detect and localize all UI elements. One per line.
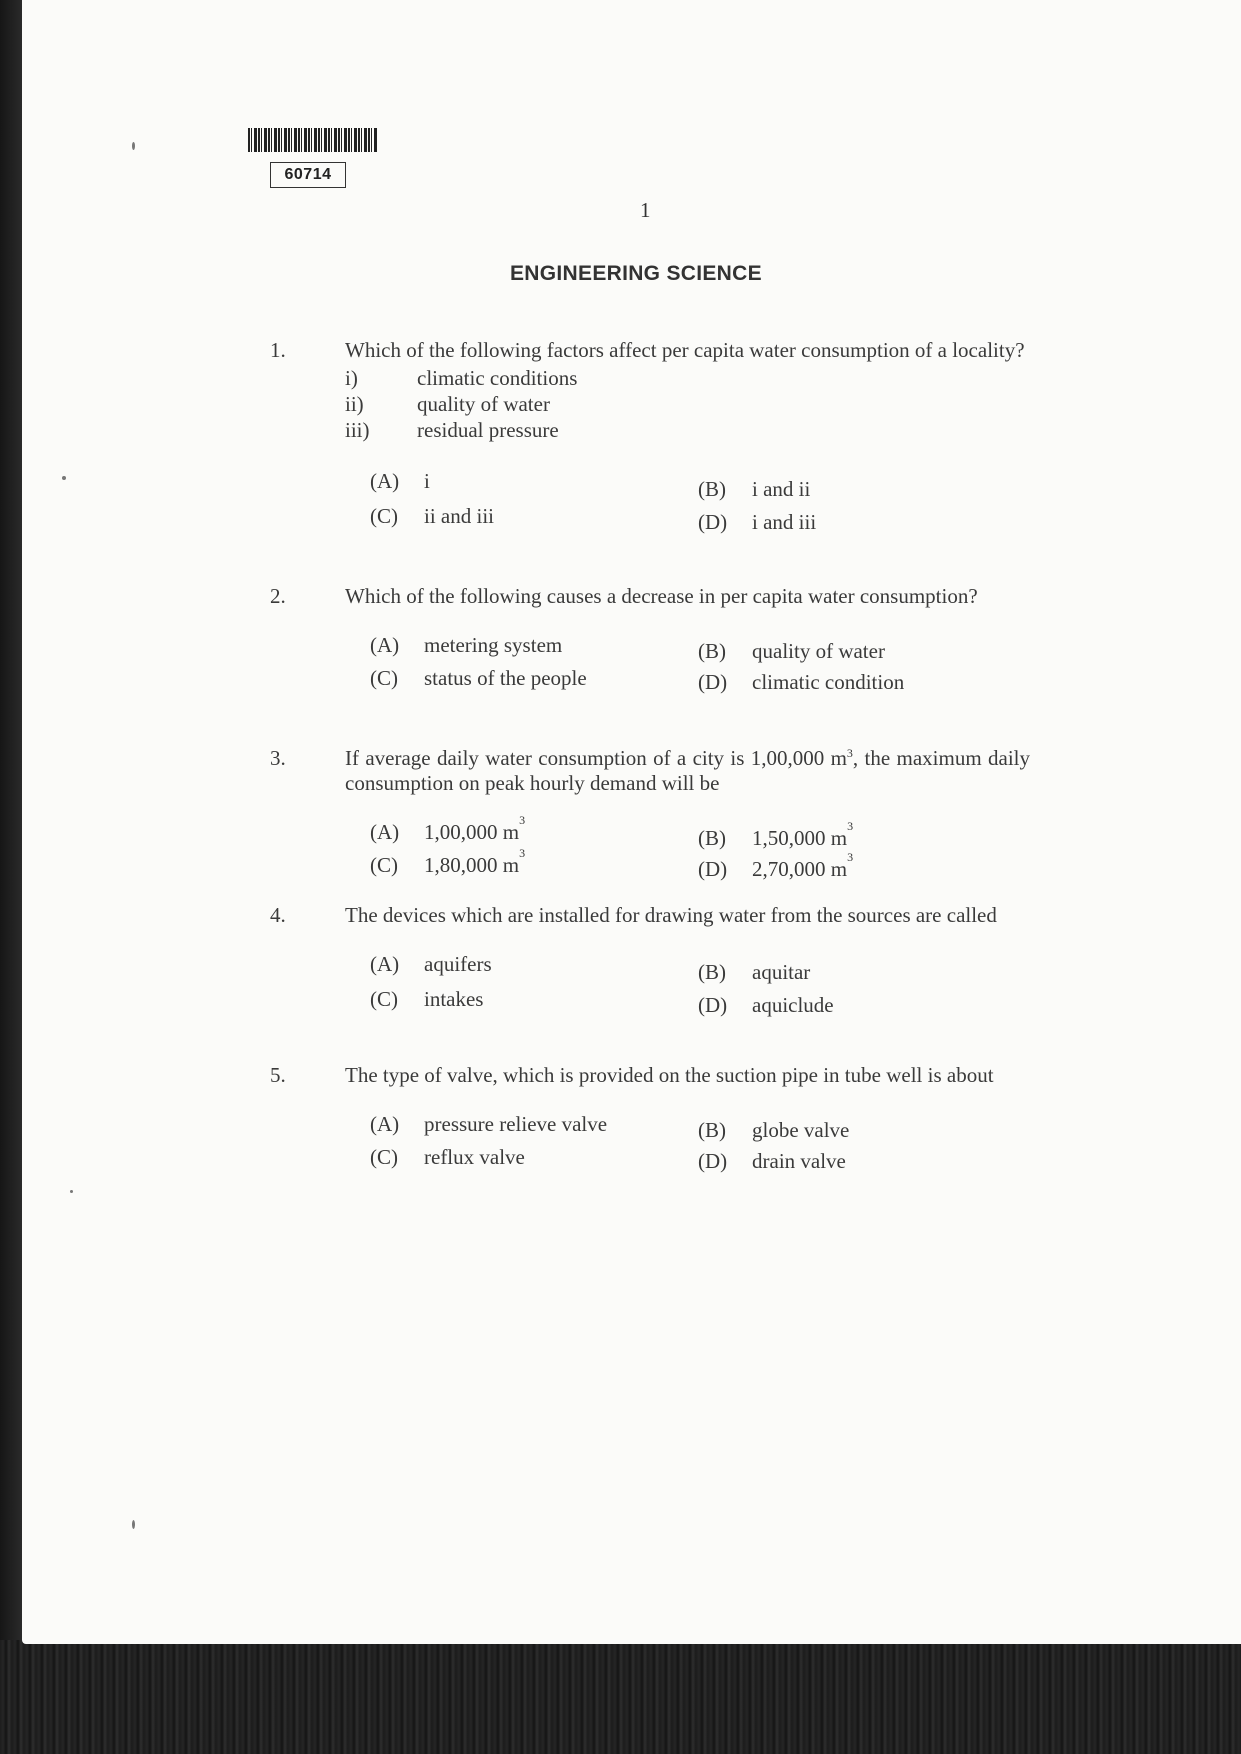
question-text-part: If average daily water consumption of a city is 1,00,000 m xyxy=(345,746,847,770)
question-number: 1. xyxy=(270,338,286,362)
option-d xyxy=(698,993,998,1018)
option-c xyxy=(370,666,698,695)
option-b xyxy=(698,960,998,985)
question-text: The type of valve, which is provided on the suction pipe in tube well is about xyxy=(345,1063,994,1087)
option-letter: (A) xyxy=(370,633,400,657)
option-letter: (B) xyxy=(698,960,726,984)
option-text: quality of water xyxy=(752,639,885,663)
option-d xyxy=(698,1149,998,1174)
question-number: 2. xyxy=(270,584,286,608)
answer-options xyxy=(370,952,1030,1018)
page-number: 1 xyxy=(640,198,651,222)
item-text: residual pressure xyxy=(417,418,559,442)
option-text: ii and iii xyxy=(424,504,494,528)
superscript: 3 xyxy=(519,846,526,860)
question-2 xyxy=(250,584,1030,695)
list-item xyxy=(345,365,1030,391)
option-c xyxy=(370,1145,698,1174)
question-1 xyxy=(250,338,1030,535)
option-letter: (B) xyxy=(698,477,726,501)
question-text xyxy=(345,746,1030,796)
option-text: reflux valve xyxy=(424,1145,525,1169)
option-d xyxy=(698,670,998,695)
question-number: 4. xyxy=(270,903,286,927)
option-text: i and ii xyxy=(752,477,811,501)
option-text: i xyxy=(424,469,430,493)
list-item xyxy=(345,391,1030,417)
item-numeral: iii) xyxy=(345,418,370,442)
option-text: 1,80,000 m xyxy=(424,853,520,877)
option-text: climatic condition xyxy=(752,670,905,694)
option-letter: (C) xyxy=(370,987,398,1011)
question-text: Which of the following factors affect per capita water consumption of a locality? xyxy=(345,338,1025,362)
option-letter: (A) xyxy=(370,469,400,493)
option-text: aquitar xyxy=(752,960,811,984)
question-4 xyxy=(250,903,1030,1018)
option-letter: (C) xyxy=(370,1145,398,1169)
answer-options xyxy=(370,633,1030,695)
superscript: 3 xyxy=(847,819,854,833)
superscript: 3 xyxy=(846,746,853,760)
scan-edge-left xyxy=(0,0,22,1754)
question-items xyxy=(345,365,1030,443)
option-text: aquifers xyxy=(424,952,492,976)
question-3 xyxy=(250,746,1030,882)
scan-edge-bottom xyxy=(0,1640,1241,1754)
option-c xyxy=(370,504,698,535)
option-b xyxy=(698,819,998,851)
item-numeral: i) xyxy=(345,366,358,390)
option-letter: (D) xyxy=(698,670,728,694)
option-letter: (C) xyxy=(370,666,398,690)
option-letter: (C) xyxy=(370,853,398,877)
item-text: climatic conditions xyxy=(417,366,578,390)
option-letter: (A) xyxy=(370,1112,400,1136)
question-number: 3. xyxy=(270,746,286,770)
option-text: globe valve xyxy=(752,1118,850,1142)
option-text: 2,70,000 m xyxy=(752,857,848,881)
option-a xyxy=(370,633,698,664)
option-text: i and iii xyxy=(752,510,817,534)
option-text: aquiclude xyxy=(752,993,834,1017)
option-letter: (B) xyxy=(698,639,726,663)
option-letter: (D) xyxy=(698,857,728,881)
option-text: pressure relieve valve xyxy=(424,1112,608,1136)
page-title: ENGINEERING SCIENCE xyxy=(510,262,762,285)
option-a xyxy=(370,952,698,985)
option-d xyxy=(698,850,998,882)
item-text: quality of water xyxy=(417,392,550,416)
question-text: The devices which are installed for drawing water from the sources are called xyxy=(345,903,997,927)
option-letter: (A) xyxy=(370,820,400,844)
list-item xyxy=(345,417,1030,443)
option-letter: (D) xyxy=(698,993,728,1017)
option-c xyxy=(370,846,698,882)
question-number: 5. xyxy=(270,1063,286,1087)
option-text: status of the people xyxy=(424,666,587,690)
answer-options xyxy=(370,1112,1030,1174)
question-text-part: , the maximum daily consumption on peak hourly demand will be xyxy=(345,746,1030,795)
option-letter: (A) xyxy=(370,952,400,976)
scan-speck xyxy=(132,142,135,150)
option-text: 1,50,000 m xyxy=(752,826,848,850)
option-letter: (B) xyxy=(698,1118,726,1142)
answer-options xyxy=(370,813,1030,882)
superscript: 3 xyxy=(519,813,526,827)
option-b xyxy=(698,477,998,502)
option-b xyxy=(698,1118,998,1143)
option-b xyxy=(698,639,998,664)
option-d xyxy=(698,510,998,535)
option-letter: (D) xyxy=(698,1149,728,1173)
option-text: drain valve xyxy=(752,1149,846,1173)
option-letter: (C) xyxy=(370,504,398,528)
question-5 xyxy=(250,1063,1030,1174)
option-letter: (D) xyxy=(698,510,728,534)
question-text: Which of the following causes a decrease in per capita water consumption? xyxy=(345,584,978,608)
scan-speck xyxy=(132,1520,135,1529)
answer-options xyxy=(370,469,1030,535)
option-c xyxy=(370,987,698,1018)
scan-speck xyxy=(62,476,66,480)
barcode-number: 60714 xyxy=(270,162,346,188)
scan-speck xyxy=(70,1190,73,1193)
superscript: 3 xyxy=(847,850,854,864)
barcode xyxy=(248,128,378,152)
option-letter: (B) xyxy=(698,826,726,850)
item-numeral: ii) xyxy=(345,392,364,416)
option-text: intakes xyxy=(424,987,484,1011)
option-a xyxy=(370,813,698,851)
option-text: 1,00,000 m xyxy=(424,820,520,844)
option-text: metering system xyxy=(424,633,563,657)
option-a xyxy=(370,1112,698,1143)
option-a xyxy=(370,469,698,502)
